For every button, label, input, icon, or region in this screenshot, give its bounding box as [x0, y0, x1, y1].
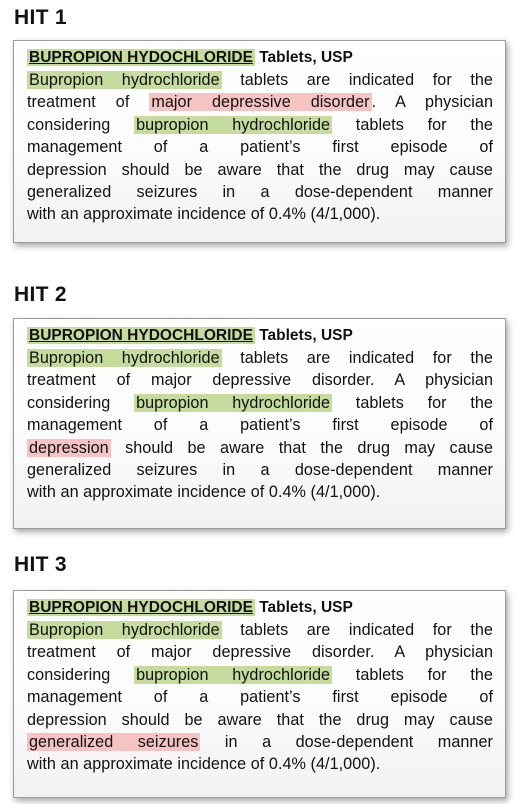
passage-line: [27, 709, 493, 731]
title-suffix: Tablets, USP: [254, 599, 353, 616]
passage-line: [27, 69, 493, 91]
condition-highlight: generalized seizures: [29, 732, 199, 751]
passage-text: . A physician: [371, 93, 493, 112]
passage-text: treatment of major depressive disorder. A physician: [27, 643, 493, 662]
hit-1-heading: HIT 1: [14, 6, 67, 29]
passage-text: generalized seizures in a dose-dependent manner: [27, 460, 493, 479]
drug-name-highlight: bupropion hydrochloride: [136, 115, 331, 134]
drug-name-highlight: bupropion hydrochloride: [136, 393, 331, 412]
passage-text: should be aware that the drug may cause: [110, 438, 493, 457]
title-suffix: Tablets, USP: [254, 49, 353, 66]
passage-line: [27, 159, 493, 181]
passage-text: with an approximate incidence of 0.4% (4/1,000).: [27, 755, 381, 774]
passage-text: considering: [27, 115, 135, 134]
passage-text: management of a patient’s first episode of: [27, 138, 493, 157]
passage-line: [27, 664, 493, 686]
passage-line: [27, 136, 493, 158]
passage-line: [27, 481, 493, 503]
passage-line: [27, 731, 493, 753]
passage-text: considering: [27, 665, 135, 684]
passage-line: [27, 414, 493, 436]
hit-2-box: [13, 318, 506, 529]
passage-text: in a dose-dependent manner: [200, 732, 493, 751]
passage-text: depression should be aware that the drug may cause: [27, 710, 493, 729]
drug-name-highlight: Bupropion hydrochloride: [29, 71, 220, 89]
passage-line: [27, 181, 493, 203]
passage-text: generalized seizures in a dose-dependent manner: [27, 182, 493, 201]
passage-text: considering: [27, 393, 135, 412]
passage-line: [27, 203, 493, 225]
hit-2-title: [27, 326, 493, 347]
passage-text: tablets for the: [332, 393, 493, 412]
passage-text: treatment of: [27, 93, 150, 112]
passage-text: tablets are indicated for the: [221, 71, 493, 89]
passage-text: tablets for the: [332, 115, 493, 134]
condition-highlight: major depressive disorder: [151, 93, 370, 112]
passage-line: [27, 114, 493, 136]
passage-line: [27, 347, 493, 369]
hit-2-heading: HIT 2: [14, 283, 67, 306]
passage-text: treatment of major depressive disorder. A physician: [27, 371, 493, 390]
passage-text: tablets are indicated for the: [221, 349, 493, 367]
hit-2-passage: [27, 347, 493, 504]
passage-line: [27, 369, 493, 391]
passage-line: [27, 686, 493, 708]
passage-text: management of a patient’s first episode of: [27, 688, 493, 707]
passage-text: depression should be aware that the drug may cause: [27, 160, 493, 179]
passage-line: [27, 459, 493, 481]
passage-text: tablets for the: [332, 665, 493, 684]
hit-3-box: [13, 590, 506, 798]
passage-line: [27, 641, 493, 663]
hit-1-passage: [27, 69, 493, 226]
passage-text: management of a patient’s first episode of: [27, 416, 493, 435]
passage-line: [27, 437, 493, 459]
passage-text: with an approximate incidence of 0.4% (4/1,000).: [27, 483, 381, 502]
passage-line: [27, 619, 493, 641]
hit-3-title: [27, 598, 493, 619]
drug-name-highlight: bupropion hydrochloride: [136, 665, 331, 684]
drug-name-highlight: BUPROPION HYDOCHLORIDE: [29, 599, 253, 616]
passage-line: [27, 91, 493, 113]
condition-highlight: depression: [29, 438, 109, 457]
hit-1-title: [27, 48, 493, 69]
passage-text: tablets are indicated for the: [221, 621, 493, 639]
drug-name-highlight: Bupropion hydrochloride: [29, 621, 220, 639]
drug-name-highlight: Bupropion hydrochloride: [29, 349, 220, 367]
hit-3-passage: [27, 619, 493, 776]
drug-name-highlight: BUPROPION HYDOCHLORIDE: [29, 327, 253, 344]
passage-line: [27, 753, 493, 775]
hit-3-heading: HIT 3: [14, 553, 67, 576]
drug-name-highlight: BUPROPION HYDOCHLORIDE: [29, 49, 253, 66]
hit-1-box: [13, 40, 506, 243]
title-suffix: Tablets, USP: [254, 327, 353, 344]
passage-line: [27, 392, 493, 414]
passage-text: with an approximate incidence of 0.4% (4/1,000).: [27, 205, 381, 224]
